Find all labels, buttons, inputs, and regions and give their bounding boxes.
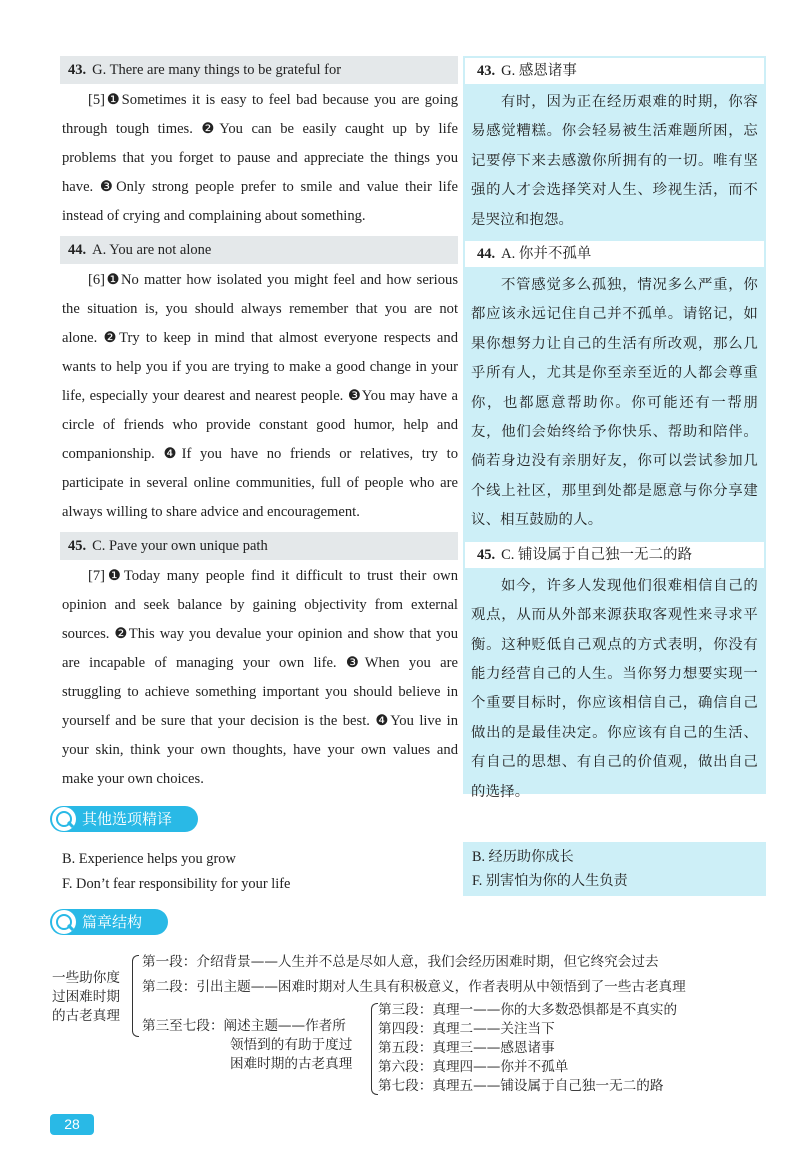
root-line-1: 一些助你度 <box>52 970 120 986</box>
zh-heading-43: 43. G. 感恩诸事 <box>465 58 764 84</box>
option-f-en: F. Don’t fear responsibility for your life <box>62 876 291 892</box>
option-b-en: B. Experience helps you grow <box>62 851 236 867</box>
paragraph-5: [5]❶Sometimes it is easy to feel bad because you are going through tough times. ❷You can be easily caught up by life problems that you forget to pause and appreciate the things you have. ❸Only strong people prefer to smile and value their life instead of crying and complaining about something. <box>62 92 458 224</box>
paragraph-7: [7]❶Today many people find it difficult to trust their own opinion and seek balance by gaining objectivity from external sources. ❷This way you devalue your opinion and show that you are incapable of managing your own life. ❸When you are struggling to achieve something important you should believe in yourself and be sure that your decision is the best. ❹You live in your skin, think your own thoughts, have your own values and make your own choices. <box>62 568 458 787</box>
option-b-zh: B. 经历助你成长 <box>472 849 574 865</box>
magnifier-icon <box>52 910 76 934</box>
paragraphs-3-7-summary-1: 第三至七段：阐述主题——作者所 <box>142 1018 346 1034</box>
section-heading-44: 44. A. You are not alone <box>60 236 458 264</box>
paragraph-6: [6]❶No matter how isolated you might feel and how serious the situation is, you should always remember that you are not alone. ❷Try to keep in mind that almost everyone respects and wants to help you if you are trying to make a good change in your life, especially your dearest and nearest people. ❸You may have a circle of friends who provide constant good humor, help and companionship. ❹If you have no friends or relatives, try to participate in several online communities, full of people who are always willing to share advice and encouragement. <box>62 272 458 520</box>
zh-paragraph-45: 如今，许多人发现他们很难相信自己的观点，从而从外部来源获取客观性来寻求平衡。这种贬低自己观点的方式表明，你没有能力经营自己的人生。当你努力想要实现一个重要目标时，你应该相信自己，确信自己做出的是最佳决定。你应该有自己的生活、有自己的思想、有自己的价值观，做出自己的选择。 <box>471 577 758 800</box>
paragraphs-3-7-summary-3: 困难时期的古老真理 <box>230 1056 353 1072</box>
section-heading-43: 43. G. There are many things to be grateful for <box>60 56 458 84</box>
section-heading-45: 45. C. Pave your own unique path <box>60 532 458 560</box>
truth-1: 第三段：真理一——你的大多数恐惧都是不真实的 <box>378 1002 678 1018</box>
structure-heading: 篇章结构 <box>50 909 168 935</box>
root-line-3: 的古老真理 <box>52 1008 120 1024</box>
truth-2: 第四段：真理二——关注当下 <box>378 1021 555 1037</box>
paragraph-2-summary: 第二段：引出主题——困难时期对人生具有积极意义，作者表明从中领悟到了一些古老真理 <box>142 979 686 995</box>
english-column <box>62 56 458 799</box>
truth-5: 第七段：真理五——铺设属于自己独一无二的路 <box>378 1078 664 1094</box>
brace-truths <box>371 1003 378 1095</box>
truth-3: 第五段：真理三——感恩诸事 <box>378 1040 555 1056</box>
options-translation-box <box>463 842 766 896</box>
other-options-heading: 其他选项精译 <box>50 806 198 832</box>
root-line-2: 过困难时期 <box>52 989 120 1005</box>
zh-heading-45: 45. C. 铺设属于自己独一无二的路 <box>465 542 764 568</box>
option-f-zh: F. 别害怕为你的人生负责 <box>472 873 628 889</box>
zh-heading-44: 44. A. 你并不孤单 <box>465 241 764 267</box>
magnifier-icon <box>52 807 76 831</box>
zh-paragraph-43: 有时，因为正在经历艰难的时期，你容易感觉糟糕。你会轻易被生活难题所困，忘记要停下来去感激你所拥有的一切。唯有坚强的人才会选择笑对人生、珍视生活，而不是哭泣和抱怨。 <box>471 94 758 228</box>
chinese-translation-column <box>463 56 766 800</box>
brace-main <box>132 955 139 1037</box>
zh-paragraph-44: 不管感觉多么孤独，情况多么严重，你都应该永远记住自己并不孤单。请铭记，如果你想努力让自己的生活有所改观，那么几乎所有人，尤其是你至亲至近的人都会尊重你，也都愿意帮助你。你可能还有一帮朋友，他们会始终给予你快乐、帮助和陪伴。倘若身边没有亲朋好友，你可以尝试参加几个线上社区，那里到处都是愿意与你分享建议、相互鼓励的人。 <box>471 277 758 529</box>
paragraph-1-summary: 第一段：介绍背景——人生并不总是尽如人意，我们会经历困难时期，但它终究会过去 <box>142 954 659 970</box>
page-number: 28 <box>50 1114 94 1135</box>
paragraphs-3-7-summary-2: 领悟到的有助于度过 <box>230 1037 353 1053</box>
truth-4: 第六段：真理四——你并不孤单 <box>378 1059 569 1075</box>
